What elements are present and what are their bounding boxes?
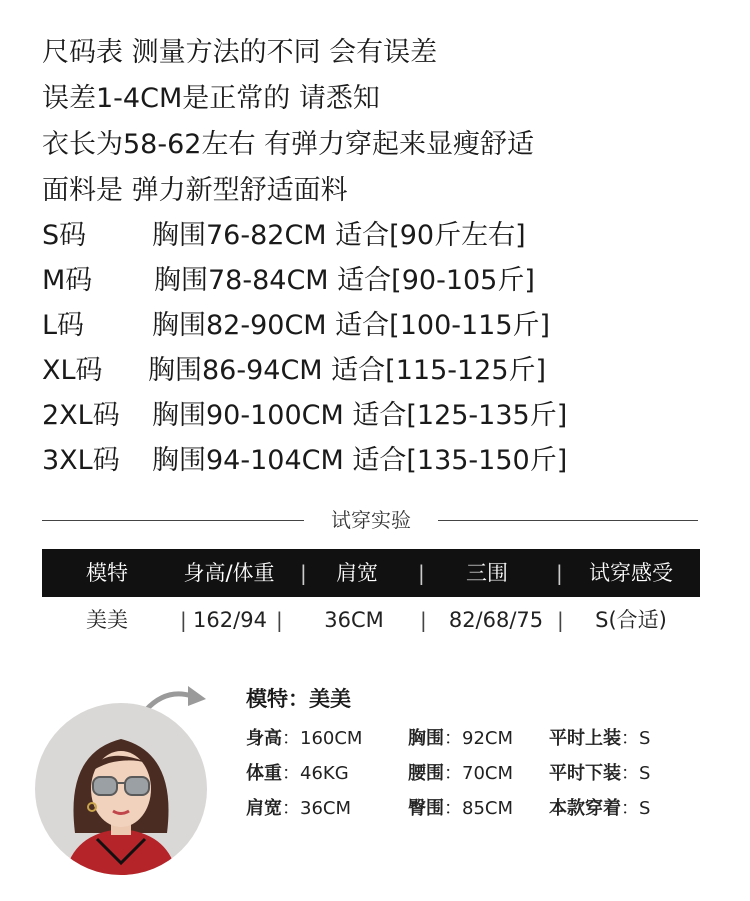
size-detail: 胸围76-82CM 适合[90斤左右]: [152, 220, 526, 251]
model-stat: [408, 794, 513, 820]
stat-label: 臀围: [408, 798, 444, 819]
trial-table-header: [42, 549, 700, 597]
model-stat: [408, 759, 513, 785]
table-cell: 82/68/75: [448, 608, 544, 632]
size-label: 2XL码: [42, 400, 120, 431]
size-label: M码: [42, 265, 93, 296]
column-separator: |: [276, 608, 283, 632]
stat-label: 平时下装: [549, 763, 621, 784]
model-stat: [408, 724, 513, 750]
stat-label: 体重: [246, 763, 282, 784]
stat-colon: ：: [621, 763, 639, 784]
stat-value: 85CM: [462, 798, 514, 819]
stat-colon: ：: [621, 798, 639, 819]
stat-colon: ：: [444, 763, 462, 784]
divider-line: [42, 520, 304, 521]
divider-line: [438, 520, 698, 521]
column-separator: |: [180, 608, 187, 632]
model-stat: [246, 794, 351, 820]
trial-table-row: [42, 600, 700, 640]
table-cell: 36CM: [324, 608, 384, 632]
stat-colon: ：: [444, 728, 462, 749]
model-stat: [246, 759, 349, 785]
stat-label: 肩宽: [246, 798, 282, 819]
stat-label: 平时上装: [549, 728, 621, 749]
stat-value: 36CM: [300, 798, 352, 819]
size-detail: 胸围82-90CM 适合[100-115斤]: [152, 310, 551, 341]
intro-line: 衣长为58-62左右 有弹力穿起来显瘦舒适: [42, 129, 535, 160]
stat-value: 70CM: [462, 763, 514, 784]
stat-value: 46KG: [300, 763, 349, 784]
size-detail: 胸围78-84CM 适合[90-105斤]: [154, 265, 535, 296]
column-separator: |: [556, 561, 563, 585]
stat-label: 胸围: [408, 728, 444, 749]
size-detail: 胸围86-94CM 适合[115-125斤]: [148, 355, 547, 386]
column-separator: |: [420, 608, 427, 632]
intro-text: [42, 30, 534, 214]
size-detail: 胸围94-104CM 适合[135-150斤]: [152, 445, 568, 476]
trial-section-title: 试穿实验: [331, 508, 411, 532]
model-stat: [549, 794, 650, 820]
stat-label: 本款穿着: [549, 798, 621, 819]
stat-label: 腰围: [408, 763, 444, 784]
size-label: L码: [42, 310, 85, 341]
table-cell: 美美: [86, 608, 128, 632]
table-cell: 162/94: [193, 608, 267, 632]
header-cell: 模特: [86, 561, 128, 585]
intro-line: 误差1-4CM是正常的 请悉知: [42, 83, 380, 114]
header-cell: 试穿感受: [589, 561, 673, 585]
size-detail: 胸围90-100CM 适合[125-135斤]: [152, 400, 568, 431]
stat-colon: ：: [621, 728, 639, 749]
model-stat: [246, 724, 362, 750]
stat-value: 160CM: [300, 728, 363, 749]
header-cell: 身高/体重: [183, 561, 275, 585]
intro-line: 面料是 弹力新型舒适面料: [42, 175, 348, 206]
column-separator: |: [418, 561, 425, 585]
trial-section-divider: [42, 505, 698, 535]
model-stat: [549, 724, 650, 750]
stat-value: S: [639, 763, 651, 784]
stat-value: S: [639, 798, 651, 819]
model-card-title: 模特：美美: [246, 687, 351, 711]
stat-colon: ：: [282, 763, 300, 784]
column-separator: |: [300, 561, 307, 585]
header-cell: 三围: [466, 561, 508, 585]
column-separator: |: [557, 608, 564, 632]
size-label: S码: [42, 220, 87, 251]
intro-line: 尺码表 测量方法的不同 会有误差: [42, 37, 438, 68]
stat-colon: ：: [282, 728, 300, 749]
size-label: 3XL码: [42, 445, 120, 476]
stat-value: 92CM: [462, 728, 514, 749]
stat-colon: ：: [444, 798, 462, 819]
header-cell: 肩宽: [336, 561, 378, 585]
table-cell: S(合适): [595, 608, 667, 632]
stat-value: S: [639, 728, 651, 749]
model-avatar: [35, 703, 207, 875]
stat-colon: ：: [282, 798, 300, 819]
model-stat: [549, 759, 650, 785]
size-label: XL码: [42, 355, 103, 386]
stat-label: 身高: [246, 728, 282, 749]
